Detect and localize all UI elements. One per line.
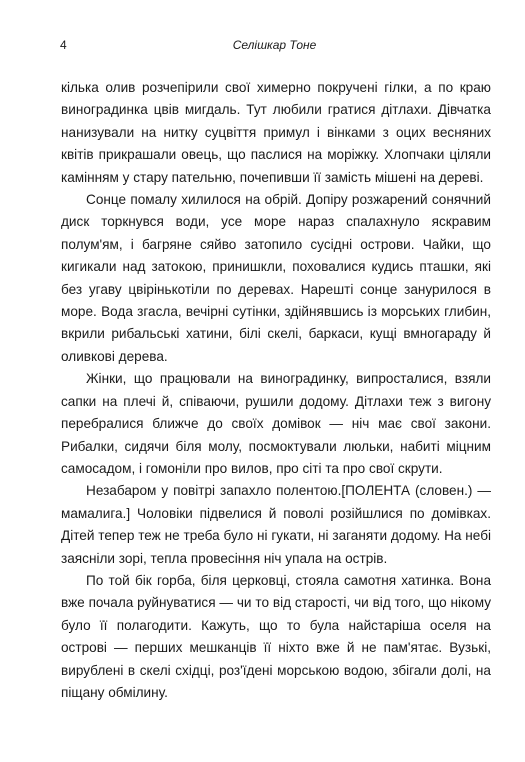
paragraph: Жінки, що працювали на виноградинку, випросталися, взяли сапки на плечі й, співаючи, рушили додому. Дітлахи теж з вигону перебралися ближче до своїх домівок — ніч має свої закони. Рибалки, сидячи біля молу, посмоктували люльки, набиті міцним самосадом, і гомоніли про вилов, про сіті та про свої скрути. [61, 371, 491, 476]
page-number: 4 [60, 38, 67, 52]
paragraph: По той бік горба, біля церковці, стояла самотня хатинка. Вона вже почала руйнуватися — чи то від старості, чи від того, що нікому було її полагодити. Кажуть, що то була найстаріша оселя на острові — перших мешканців її ніхто вже й не пам'ятає. Вузькі, вирублені в скелі східці, роз'їдені морською водою, збігали долі, на піщану обмілину. [61, 572, 491, 700]
running-title: Селішкар Тоне [232, 38, 317, 52]
page-header [60, 38, 489, 56]
body-text [61, 77, 491, 704]
paragraph: Незабаром у повітрі запахло полентою.[ПОЛЕНТА (словен.) — мамалига.] Чоловіки підвелися й поволі розійшлися по домівках. Дітей тепер теж не треба було ні гукати, ні заганяти додому. На небі заясніли зорі, тепла провесіння ніч упала на острів. [61, 483, 491, 566]
paragraph: кілька олив розчепірили свої химерно покручені гілки, а по краю виноградинка цвів мигдаль. Тут любили гратися дітлахи. Дівчатка нанизували на нитку суцвіття примул і вінками з оцих весняних квітів прикрашали овець, що паслися на моріжку. Хлопчаки ціляли камінням у стару пательню, почепивши її замість мішені на дереві. [61, 80, 491, 185]
paragraph: Сонце помалу хилилося на обрій. Допіру розжарений сонячний диск торкнувся води, усе море нараз спалахнуло яскравим полум'ям, і багряне сяйво затопило сусідні острови. Чайки, що кигикали над затокою, принишкли, поховалися кудись пташки, які без угаву цвірінькотіли по деревах. Нарешті сонце занурилося в море. Вода згасла, вечірні сутінки, здійнявшись із морських глибин, вкрили рибальські хатини, білі скелі, баркаси, кущі вмногараду й оливкові дерева. [61, 192, 491, 364]
